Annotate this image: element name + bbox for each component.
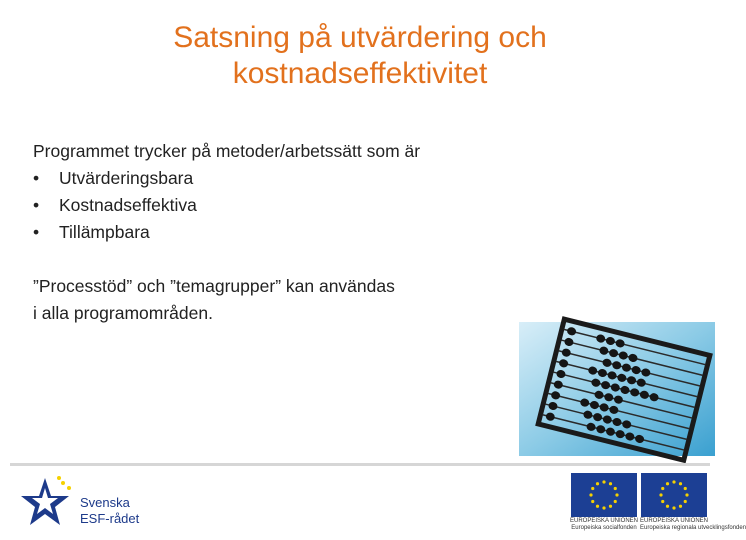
bullet-item: • Kostnadseffektiva	[33, 192, 513, 219]
eu-caption-erdf	[640, 518, 746, 532]
eu-star	[679, 505, 682, 508]
eu-star	[666, 482, 669, 485]
eu-star	[602, 506, 605, 509]
eu-star	[591, 487, 594, 490]
eu-star	[684, 487, 687, 490]
esf-line-2: ESF-rådet	[80, 511, 140, 526]
slide-body	[33, 138, 513, 327]
esf-wordmark	[80, 495, 139, 527]
eu-flag-icon	[571, 473, 637, 517]
eu-star	[614, 487, 617, 490]
process-text-line-2: i alla programområden.	[33, 303, 213, 323]
eu-star	[609, 505, 612, 508]
eu-star	[659, 493, 662, 496]
abacus-image	[519, 322, 715, 456]
eu-star	[672, 480, 675, 483]
eu-flag-icon	[641, 473, 707, 517]
eu-star	[591, 500, 594, 503]
eu-star	[596, 482, 599, 485]
title-line-2: kostnadseffektivitet	[232, 57, 488, 90]
eu-star	[615, 493, 618, 496]
eu-star	[602, 480, 605, 483]
esf-line-1: Svenska	[80, 495, 130, 510]
eu-star	[609, 482, 612, 485]
bullet-item: • Utvärderingsbara	[33, 165, 513, 192]
intro-text: Programmet trycker på metoder/arbetssätt som är	[33, 141, 421, 161]
process-text-line-1: ”Processtöd” och ”temagrupper” kan användas	[33, 276, 395, 296]
slide-title	[0, 20, 720, 92]
eu-star	[661, 487, 664, 490]
eu-caption-line-2: Europeiska regionala utvecklingsfonden	[640, 525, 746, 531]
eu-star	[596, 505, 599, 508]
eu-caption-line-2: Europeiska socialfonden	[571, 525, 637, 531]
eu-star	[661, 500, 664, 503]
eu-star	[685, 493, 688, 496]
bullet-list	[33, 165, 513, 246]
eu-caption-esf	[570, 518, 638, 532]
eu-star	[589, 493, 592, 496]
eu-star	[684, 500, 687, 503]
eu-star	[679, 482, 682, 485]
eu-caption-line-1: EUROPEISKA UNIONEN	[570, 518, 639, 524]
eu-star	[666, 505, 669, 508]
title-line-1: Satsning på utvärdering och	[173, 21, 547, 54]
eu-caption-line-1: EUROPEISKA UNIONEN	[640, 518, 709, 524]
bullet-item: • Tillämpbara	[33, 219, 513, 246]
footer-divider	[10, 463, 710, 466]
eu-star	[672, 506, 675, 509]
eu-star	[614, 500, 617, 503]
